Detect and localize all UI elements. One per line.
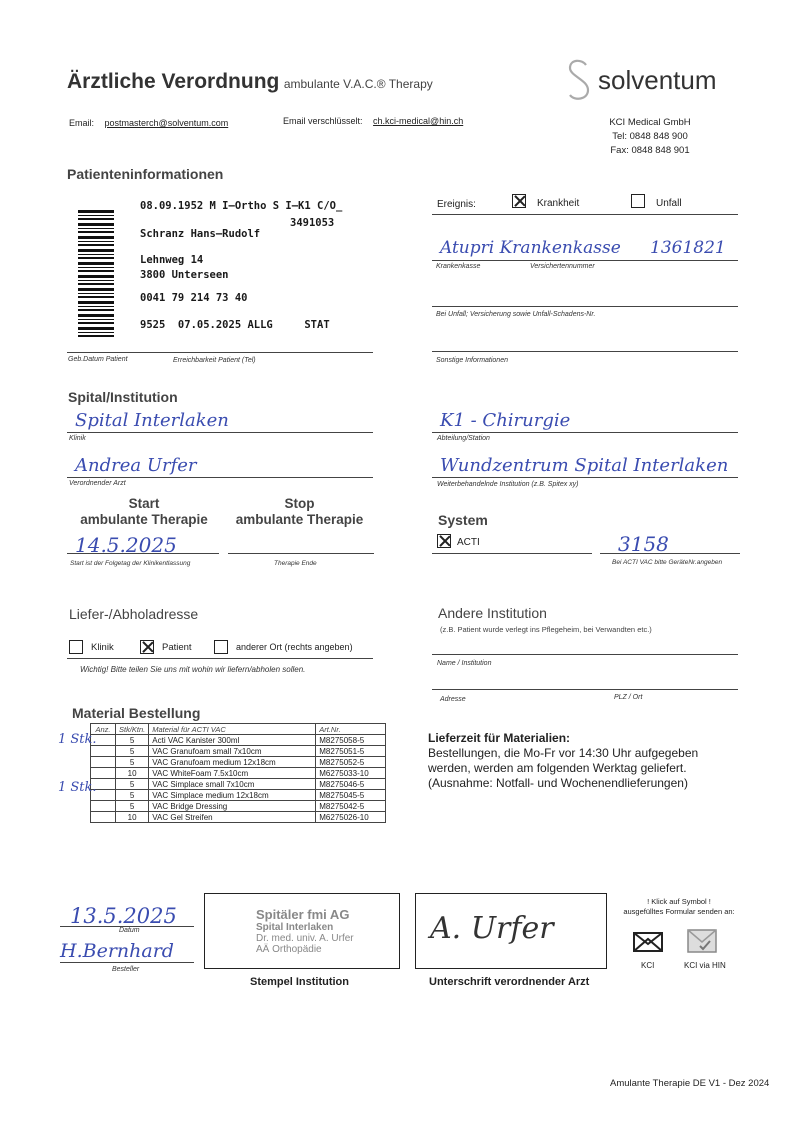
patient-line1b: 3491053 xyxy=(290,217,335,229)
krankheit-label: Krankheit xyxy=(537,198,580,209)
material-stk: 5 xyxy=(116,735,149,746)
material-stk: 5 xyxy=(116,746,149,757)
patient-section-title: Patienteninformationen xyxy=(67,166,224,182)
signature-hand: A. Urfer xyxy=(430,911,554,946)
material-header-anz: Anz. xyxy=(91,724,116,735)
klinik-underline xyxy=(67,432,373,433)
event-label: Ereignis: xyxy=(437,199,476,210)
abteilung-hand: K1 - Chirurgie xyxy=(440,410,571,431)
weiter-underline xyxy=(432,477,738,478)
system-number-label: Bei ACTI VAC bitte GeräteNr.angeben xyxy=(612,559,723,566)
abteilung-underline xyxy=(432,432,738,433)
email-enc-label: Email verschlüsselt: xyxy=(283,116,363,126)
signature-label: Unterschrift verordnender Arzt xyxy=(429,976,590,988)
company-block xyxy=(600,116,700,158)
other-addr-underline xyxy=(432,689,738,690)
delivery-klinik-label: Klinik xyxy=(91,642,114,653)
material-anz[interactable] xyxy=(91,757,116,768)
delivery-patient-label: Patient xyxy=(162,642,192,653)
unfall-underline xyxy=(432,306,738,307)
unfall-label: Unfall xyxy=(656,198,682,209)
kasse-underline xyxy=(432,260,738,261)
patient-barcode xyxy=(78,210,114,338)
stop-title xyxy=(227,496,372,528)
kci-hin-label: KCI via HIN xyxy=(684,961,726,970)
company-name: KCI Medical GmbH xyxy=(609,117,691,128)
solventum-logo xyxy=(562,57,717,103)
arzt-underline xyxy=(67,477,373,478)
patient-street: Lehnweg 14 xyxy=(140,254,204,266)
material-header-row xyxy=(91,724,386,735)
kci-mail-icon[interactable] xyxy=(632,929,664,958)
material-stk: 5 xyxy=(116,779,149,790)
stamp-content xyxy=(256,908,354,955)
material-name: Acti VAC Kanister 300ml xyxy=(149,735,316,746)
email-link[interactable]: postmasterch@solventum.com xyxy=(104,118,229,128)
company-tel: Tel: 0848 848 900 xyxy=(612,131,688,142)
klinik-hand: Spital Interlaken xyxy=(75,410,229,431)
material-art: M6275026-10 xyxy=(316,812,386,823)
other-plz-label: PLZ / Ort xyxy=(614,694,643,701)
system-underline xyxy=(432,553,592,554)
material-anz[interactable] xyxy=(91,746,116,757)
table-row xyxy=(91,757,386,768)
material-stk: 10 xyxy=(116,768,149,779)
company-fax: Fax: 0848 848 901 xyxy=(610,145,690,156)
system-number-hand: 3158 xyxy=(618,532,669,556)
datum-hand: 13.5.2025 xyxy=(70,904,177,928)
material-stk: 5 xyxy=(116,757,149,768)
stop-title-1: Stop xyxy=(284,496,315,511)
lieferzeit-line3: (Ausnahme: Notfall- und Wochenendlieferungen) xyxy=(428,776,688,790)
geb-label: Geb.Datum Patient xyxy=(68,356,128,363)
material-table xyxy=(90,723,386,823)
material-header-stk: Stk/Ktn. xyxy=(116,724,149,735)
stamp-line4: AÄ Orthopädie xyxy=(256,944,322,955)
table-row xyxy=(91,790,386,801)
email-enc-row xyxy=(283,116,463,126)
material-table-wrap xyxy=(90,723,386,823)
spital-section-title: Spital/Institution xyxy=(68,389,178,405)
delivery-klinik-checkbox[interactable] xyxy=(69,640,83,654)
material-header-name: Material für ACTI VAC xyxy=(149,724,316,735)
klick-line2: ausgefülltes Formular senden an: xyxy=(623,907,735,916)
arzt-label: Verordnender Arzt xyxy=(69,480,126,487)
klick-line1: ! Klick auf Symbol ! xyxy=(647,897,711,906)
abteilung-label: Abteilung/Station xyxy=(437,435,490,442)
acti-label: ACTI xyxy=(457,537,480,548)
material-art: M8275051-5 xyxy=(316,746,386,757)
start-label: Start ist der Folgetag der Klinikentlassung xyxy=(70,560,191,567)
lieferzeit-title: Lieferzeit für Materialien: xyxy=(428,731,571,745)
delivery-anderer-checkbox[interactable] xyxy=(214,640,228,654)
delivery-patient-checkbox[interactable] xyxy=(140,640,154,654)
weiter-hand: Wundzentrum Spital Interlaken xyxy=(440,455,729,476)
unfall-info-label: Bei Unfall; Versicherung sowie Unfall-Schadens-Nr. xyxy=(436,311,596,318)
system-number-underline xyxy=(600,553,740,554)
delivery-note: Wichtig! Bitte teilen Sie uns mit wohin wir liefern/abholen sollen. xyxy=(80,665,306,674)
material-art: M8275058-5 xyxy=(316,735,386,746)
versnr-hand: 1361821 xyxy=(650,238,726,258)
sonstige-underline xyxy=(432,351,738,352)
title-bold: Ärztliche Verordnung xyxy=(67,70,280,93)
material-name: VAC Simplace medium 12x18cm xyxy=(149,790,316,801)
solventum-logo-icon xyxy=(562,57,596,103)
other-sub: (z.B. Patient wurde verlegt ins Pflegeheim, bei Verwandten etc.) xyxy=(440,625,652,634)
material-stk: 10 xyxy=(116,812,149,823)
material-art: M8275042-5 xyxy=(316,801,386,812)
title-light: ambulante V.A.C.® Therapy xyxy=(283,77,433,91)
material-name: VAC Gel Streifen xyxy=(149,812,316,823)
delivery-anderer-label: anderer Ort (rechts angeben) xyxy=(236,642,353,652)
patient-name: Schranz Hans–Rudolf xyxy=(140,228,261,240)
material-stk: 5 xyxy=(116,801,149,812)
sonstige-label: Sonstige Informationen xyxy=(436,357,508,364)
document-title xyxy=(67,70,433,94)
start-title xyxy=(65,496,223,528)
delivery-section-title: Liefer-/Abholadresse xyxy=(69,606,199,622)
lieferzeit-block xyxy=(428,731,698,791)
other-name-underline xyxy=(432,654,738,655)
material-name: VAC Simplace small 7x10cm xyxy=(149,779,316,790)
klick-note xyxy=(612,897,746,917)
material-stk: 5 xyxy=(116,790,149,801)
other-name-label: Name / Institution xyxy=(437,660,492,667)
material-anz-hand-1: 1 Stk. xyxy=(58,732,97,747)
tel-label: Erreichbarkeit Patient (Tel) xyxy=(173,357,256,364)
start-title-2: ambulante Therapie xyxy=(80,512,208,527)
arzt-hand: Andrea Urfer xyxy=(75,455,197,476)
stop-underline xyxy=(228,553,374,554)
material-anz-hand-5: 1 Stk. xyxy=(58,780,97,795)
kci-label: KCI xyxy=(641,961,655,970)
stamp-line3: Dr. med. univ. A. Urfer xyxy=(256,933,354,944)
start-underline xyxy=(67,553,219,554)
besteller-underline xyxy=(60,962,194,963)
system-section-title: System xyxy=(438,512,488,528)
material-anz[interactable] xyxy=(91,768,116,779)
acti-checkbox[interactable] xyxy=(437,534,451,548)
material-art: M8275046-5 xyxy=(316,779,386,790)
material-header-art: Art.Nr. xyxy=(316,724,386,735)
stamp-label: Stempel Institution xyxy=(250,976,349,988)
versnr-label: Versichertennummer xyxy=(530,263,595,270)
delivery-underline xyxy=(67,658,373,659)
weiter-label: Weiterbehandelnde Institution (z.B. Spitex xy) xyxy=(437,481,579,488)
patient-underline xyxy=(67,352,373,353)
material-section-title: Material Bestellung xyxy=(72,705,201,721)
material-art: M6275033-10 xyxy=(316,768,386,779)
unfall-checkbox[interactable] xyxy=(631,194,645,208)
patient-line1: 08.09.1952 M I–Ortho S I–K1 C/O_ xyxy=(140,200,343,212)
besteller-hand: H.Bernhard xyxy=(60,940,174,962)
stop-label: Therapie Ende xyxy=(274,560,317,567)
table-row xyxy=(91,735,386,746)
material-anz[interactable] xyxy=(91,801,116,812)
email-row xyxy=(69,118,228,128)
lieferzeit-line1: Bestellungen, die Mo-Fr vor 14:30 Uhr aufgegeben xyxy=(428,746,699,760)
other-section-title: Andere Institution xyxy=(438,605,547,621)
version-label: Amulante Therapie DE V1 - Dez 2024 xyxy=(610,1078,770,1089)
besteller-label: Besteller xyxy=(112,966,140,973)
email-enc-link[interactable]: ch.kci-medical@hin.ch xyxy=(373,116,464,126)
email-label: Email: xyxy=(69,118,95,128)
patient-city: 3800 Unterseen xyxy=(140,269,229,281)
material-name: VAC Bridge Dressing xyxy=(149,801,316,812)
table-row xyxy=(91,801,386,812)
kasse-hand: Atupri Krankenkasse xyxy=(440,238,621,258)
patient-line-bottom: 9525 07.05.2025 ALLG STAT xyxy=(140,319,330,331)
patient-phone: 0041 79 214 73 40 xyxy=(140,292,248,304)
material-name: VAC WhiteFoam 7.5x10cm xyxy=(149,768,316,779)
material-anz[interactable] xyxy=(91,812,116,823)
material-name: VAC Granufoam medium 12x18cm xyxy=(149,757,316,768)
klinik-label: Klinik xyxy=(69,435,86,442)
table-row xyxy=(91,779,386,790)
table-row xyxy=(91,812,386,823)
event-underline xyxy=(432,214,738,215)
stamp-line1: Spitäler fmi AG xyxy=(256,907,350,922)
stop-title-2: ambulante Therapie xyxy=(235,512,364,527)
start-title-1: Start xyxy=(128,496,160,511)
logo-text: solventum xyxy=(598,64,717,95)
table-row xyxy=(91,768,386,779)
table-row xyxy=(91,746,386,757)
material-name: VAC Granufoam small 7x10cm xyxy=(149,746,316,757)
lieferzeit-line2: werden, werden am folgenden Werktag geliefert. xyxy=(428,761,687,775)
material-art: M8275052-5 xyxy=(316,757,386,768)
stamp-line2: Spital Interlaken xyxy=(256,922,334,933)
start-date-hand: 14.5.2025 xyxy=(75,533,177,557)
kasse-label: Krankenkasse xyxy=(436,263,481,270)
material-art: M8275045-5 xyxy=(316,790,386,801)
other-addr-label: Adresse xyxy=(440,696,466,703)
datum-label: Datum xyxy=(119,927,140,934)
kci-hin-mail-icon[interactable] xyxy=(686,928,718,959)
krankheit-checkbox[interactable] xyxy=(512,194,526,208)
